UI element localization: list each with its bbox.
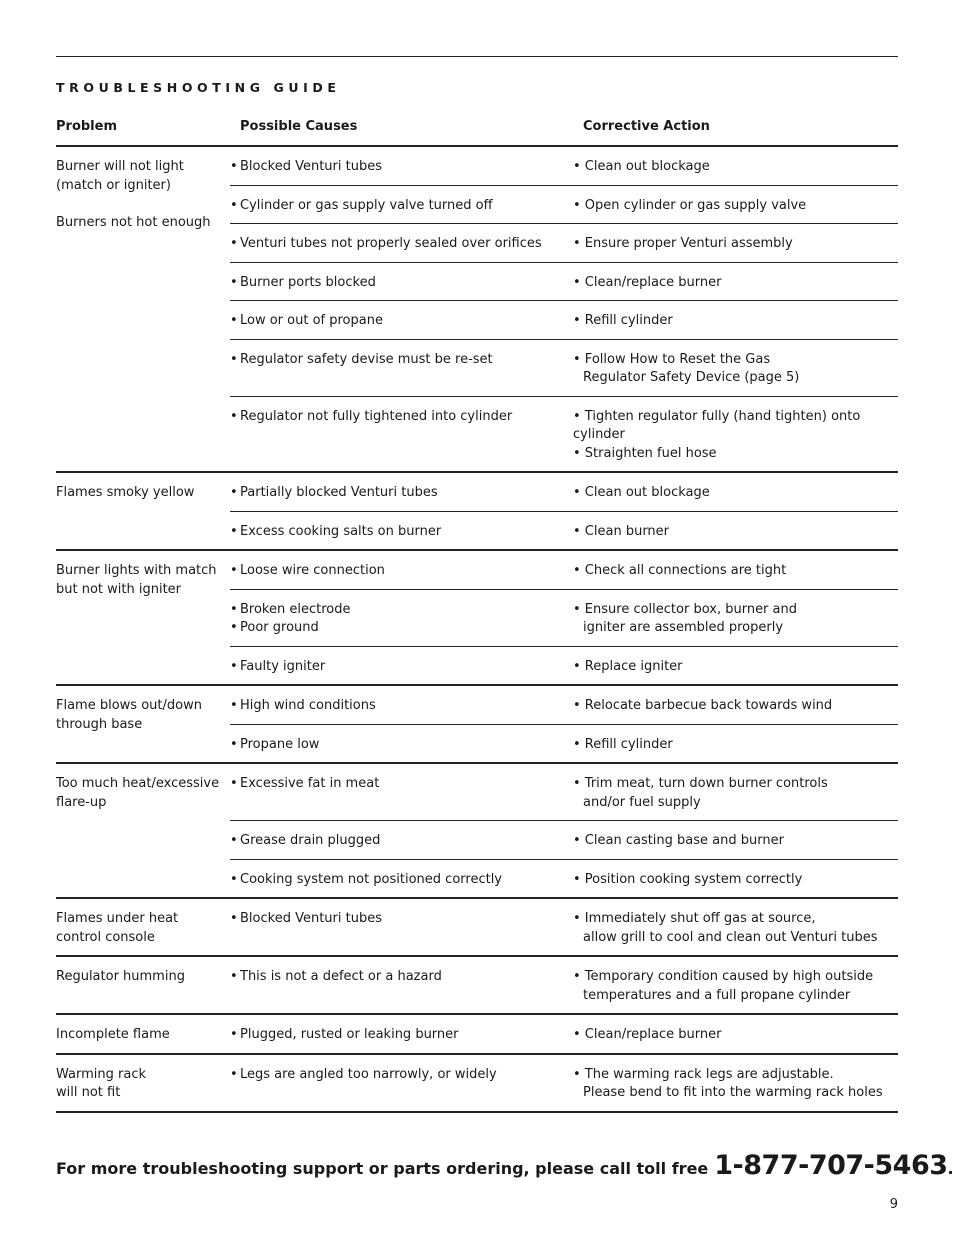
bullet-icon: • xyxy=(230,833,238,848)
problem-text: Burner lights with match xyxy=(56,563,217,578)
bullet-icon: • xyxy=(230,197,238,213)
action-text: Please bend to fit into the warming rack holes xyxy=(583,1085,883,1100)
bullet-icon: • xyxy=(230,1066,238,1082)
action-text: • Position cooking system correctly xyxy=(573,871,803,887)
bullet-icon: • xyxy=(230,236,238,251)
bullet-icon: • xyxy=(230,601,238,617)
table-row xyxy=(230,397,898,472)
action-cell xyxy=(573,274,898,293)
table-row xyxy=(230,860,898,898)
cause-text: Venturi tubes not properly sealed over orifices xyxy=(240,236,542,251)
problem-group xyxy=(56,147,898,473)
action-text: • Ensure proper Venturi assembly xyxy=(573,236,793,251)
cause-cell xyxy=(230,235,573,254)
action-text: • Immediately shut off gas at source, xyxy=(573,911,816,926)
cause-text: Faulty igniter xyxy=(240,658,326,674)
problem-cell xyxy=(56,147,230,471)
table-row xyxy=(230,1015,898,1053)
header-corrective-action: Corrective Action xyxy=(583,119,710,134)
action-text: • Follow How to Reset the Gas xyxy=(573,351,771,367)
action-text: igniter are assembled properly xyxy=(583,620,784,635)
action-text: • Replace igniter xyxy=(573,658,683,674)
action-text: • Open cylinder or gas supply valve xyxy=(573,197,807,213)
cause-text: Regulator safety devise must be re-set xyxy=(240,351,493,367)
action-cell xyxy=(573,197,898,216)
bullet-icon: • xyxy=(230,1027,238,1042)
cause-cell xyxy=(230,871,573,890)
cause-text: Partially blocked Venturi tubes xyxy=(240,485,438,500)
table-row xyxy=(230,590,898,647)
action-text: • Clean out blockage xyxy=(573,485,710,500)
cause-cell xyxy=(230,351,573,388)
cause-cell xyxy=(230,562,573,581)
problem-text: Flames smoky yellow xyxy=(56,485,195,500)
cause-text: Poor ground xyxy=(240,620,319,635)
action-cell xyxy=(573,312,898,331)
support-footer xyxy=(56,1150,954,1181)
bullet-icon: • xyxy=(230,351,238,367)
table-row xyxy=(230,512,898,550)
problem-group xyxy=(56,957,898,1015)
bullet-icon: • xyxy=(230,274,238,290)
bullet-icon: • xyxy=(230,698,238,713)
problem-text: flare-up xyxy=(56,794,107,810)
action-text: and/or fuel supply xyxy=(583,794,701,810)
action-text: • Straighten fuel hose xyxy=(573,445,717,461)
cause-cell xyxy=(230,968,573,1005)
problem-text xyxy=(56,195,230,214)
table-row xyxy=(230,725,898,763)
cause-cell xyxy=(230,1066,573,1103)
action-cell xyxy=(573,523,898,542)
bullet-icon: • xyxy=(230,159,238,174)
problem-text: Warming rack xyxy=(56,1066,146,1082)
cause-cell xyxy=(230,697,573,716)
action-cell xyxy=(573,158,898,177)
problem-text: Flame blows out/down xyxy=(56,698,202,713)
problem-text: (match or igniter) xyxy=(56,177,171,193)
bullet-icon: • xyxy=(230,736,238,752)
cause-text: Propane low xyxy=(240,736,320,752)
action-text: • Clean out blockage xyxy=(573,159,710,174)
problem-group xyxy=(56,1015,898,1055)
cause-text: Regulator not fully tightened into cylinder xyxy=(240,408,513,424)
cause-cell xyxy=(230,312,573,331)
table-row xyxy=(230,263,898,302)
table-row xyxy=(230,301,898,340)
cause-cell xyxy=(230,523,573,542)
table-row xyxy=(230,224,898,263)
cause-text: Blocked Venturi tubes xyxy=(240,159,382,174)
problem-cell xyxy=(56,686,230,762)
action-cell xyxy=(573,235,898,254)
problem-cell xyxy=(56,1015,230,1053)
action-text: • Check all connections are tight xyxy=(573,563,787,578)
problem-text: Burner will not light xyxy=(56,159,184,174)
problem-group xyxy=(56,473,898,551)
problem-text: Regulator humming xyxy=(56,969,185,984)
problem-cell xyxy=(56,957,230,1013)
action-cell xyxy=(573,601,898,638)
action-text: • Tighten regulator fully (hand tighten) onto cylinder xyxy=(573,408,861,442)
table-row xyxy=(230,899,898,955)
cause-cell xyxy=(230,736,573,755)
problem-text: through base xyxy=(56,716,143,732)
bullet-icon: • xyxy=(230,313,238,328)
action-cell xyxy=(573,658,898,677)
cause-cell xyxy=(230,775,573,812)
action-cell xyxy=(573,910,898,947)
cause-text: High wind conditions xyxy=(240,698,376,713)
action-cell xyxy=(573,832,898,851)
action-cell xyxy=(573,1026,898,1045)
problem-text: but not with igniter xyxy=(56,581,182,597)
footer-text: For more troubleshooting support or parts ordering, please call toll free xyxy=(56,1159,709,1178)
cause-text: Burner ports blocked xyxy=(240,274,376,290)
action-cell xyxy=(573,1066,898,1103)
table-row xyxy=(230,186,898,225)
top-rule xyxy=(56,56,898,57)
action-text: • Clean casting base and burner xyxy=(573,833,784,848)
cause-text: Plugged, rusted or leaking burner xyxy=(240,1027,459,1042)
action-text: • Relocate barbecue back towards wind xyxy=(573,698,833,713)
table-row xyxy=(230,147,898,186)
bullet-icon: • xyxy=(230,563,238,578)
problem-cell xyxy=(56,473,230,549)
action-text: • Refill cylinder xyxy=(573,313,673,328)
action-text: • The warming rack legs are adjustable. xyxy=(573,1066,834,1082)
cause-cell xyxy=(230,484,573,503)
action-cell xyxy=(573,775,898,812)
bullet-icon: • xyxy=(230,620,238,635)
troubleshooting-table xyxy=(56,145,898,1113)
action-text: • Clean burner xyxy=(573,523,670,539)
problem-cell xyxy=(56,899,230,955)
problem-group xyxy=(56,899,898,957)
action-cell xyxy=(573,697,898,716)
problem-text: Burners not hot enough xyxy=(56,215,211,230)
bullet-icon: • xyxy=(230,911,238,926)
bullet-icon: • xyxy=(230,776,238,791)
table-row xyxy=(230,957,898,1013)
action-cell xyxy=(573,351,898,388)
cause-text: Cooking system not positioned correctly xyxy=(240,871,502,887)
bullet-icon: • xyxy=(230,969,238,984)
problem-text: Incomplete flame xyxy=(56,1027,170,1042)
action-cell xyxy=(573,968,898,1005)
action-cell xyxy=(573,871,898,890)
cause-text: Cylinder or gas supply valve turned off xyxy=(240,197,493,213)
cause-cell xyxy=(230,158,573,177)
problem-text: Too much heat/excessive xyxy=(56,776,220,791)
action-cell xyxy=(573,408,898,464)
bullet-icon: • xyxy=(230,485,238,500)
problem-text: control console xyxy=(56,929,155,945)
action-text: • Refill cylinder xyxy=(573,736,673,752)
header-possible-causes: Possible Causes xyxy=(240,119,358,134)
table-row xyxy=(230,1055,898,1111)
cause-cell xyxy=(230,274,573,293)
cause-cell xyxy=(230,601,573,638)
cause-cell xyxy=(230,197,573,216)
table-row xyxy=(230,647,898,685)
cause-text: Loose wire connection xyxy=(240,563,385,578)
problem-group xyxy=(56,764,898,899)
table-row xyxy=(230,686,898,725)
problem-group xyxy=(56,686,898,764)
problem-group xyxy=(56,551,898,686)
action-cell xyxy=(573,736,898,755)
action-text: • Ensure collector box, burner and xyxy=(573,601,797,617)
phone-number[interactable]: 1-877-707-5463 xyxy=(714,1150,948,1181)
cause-cell xyxy=(230,1026,573,1045)
action-text: temperatures and a full propane cylinder xyxy=(583,987,851,1003)
problem-cell xyxy=(56,1055,230,1111)
bullet-icon: • xyxy=(230,871,238,887)
bullet-icon: • xyxy=(230,408,238,424)
table-row xyxy=(230,551,898,590)
cause-text: Blocked Venturi tubes xyxy=(240,911,382,926)
action-text: • Temporary condition caused by high outside xyxy=(573,969,874,984)
action-text: Regulator Safety Device (page 5) xyxy=(583,370,800,385)
cause-cell xyxy=(230,408,573,464)
bullet-icon: • xyxy=(230,658,238,674)
action-text: allow grill to cool and clean out Venturi tubes xyxy=(583,929,878,945)
table-row xyxy=(230,340,898,397)
problem-cell xyxy=(56,551,230,684)
bullet-icon: • xyxy=(230,523,238,539)
cause-text: Excessive fat in meat xyxy=(240,776,380,791)
cause-text: Low or out of propane xyxy=(240,313,383,328)
problem-cell xyxy=(56,764,230,897)
section-title: TROUBLESHOOTING GUIDE xyxy=(56,80,341,95)
cause-cell xyxy=(230,832,573,851)
action-text: • Clean/replace burner xyxy=(573,1027,722,1042)
cause-text: Legs are angled too narrowly, or widely xyxy=(240,1066,497,1082)
table-row xyxy=(230,473,898,512)
cause-text: Broken electrode xyxy=(240,601,351,617)
page-number: 9 xyxy=(889,1197,898,1212)
footer-period: . xyxy=(947,1159,954,1178)
action-cell xyxy=(573,562,898,581)
cause-cell xyxy=(230,910,573,947)
cause-text: Grease drain plugged xyxy=(240,833,381,848)
header-problem: Problem xyxy=(56,119,117,134)
cause-text: This is not a defect or a hazard xyxy=(240,969,442,984)
problem-group xyxy=(56,1055,898,1113)
table-row xyxy=(230,821,898,860)
cause-text: Excess cooking salts on burner xyxy=(240,523,442,539)
action-cell xyxy=(573,484,898,503)
cause-cell xyxy=(230,658,573,677)
action-text: • Clean/replace burner xyxy=(573,274,722,290)
problem-text: Flames under heat xyxy=(56,911,179,926)
action-text: • Trim meat, turn down burner controls xyxy=(573,776,828,791)
table-row xyxy=(230,764,898,821)
problem-text: will not fit xyxy=(56,1085,121,1100)
